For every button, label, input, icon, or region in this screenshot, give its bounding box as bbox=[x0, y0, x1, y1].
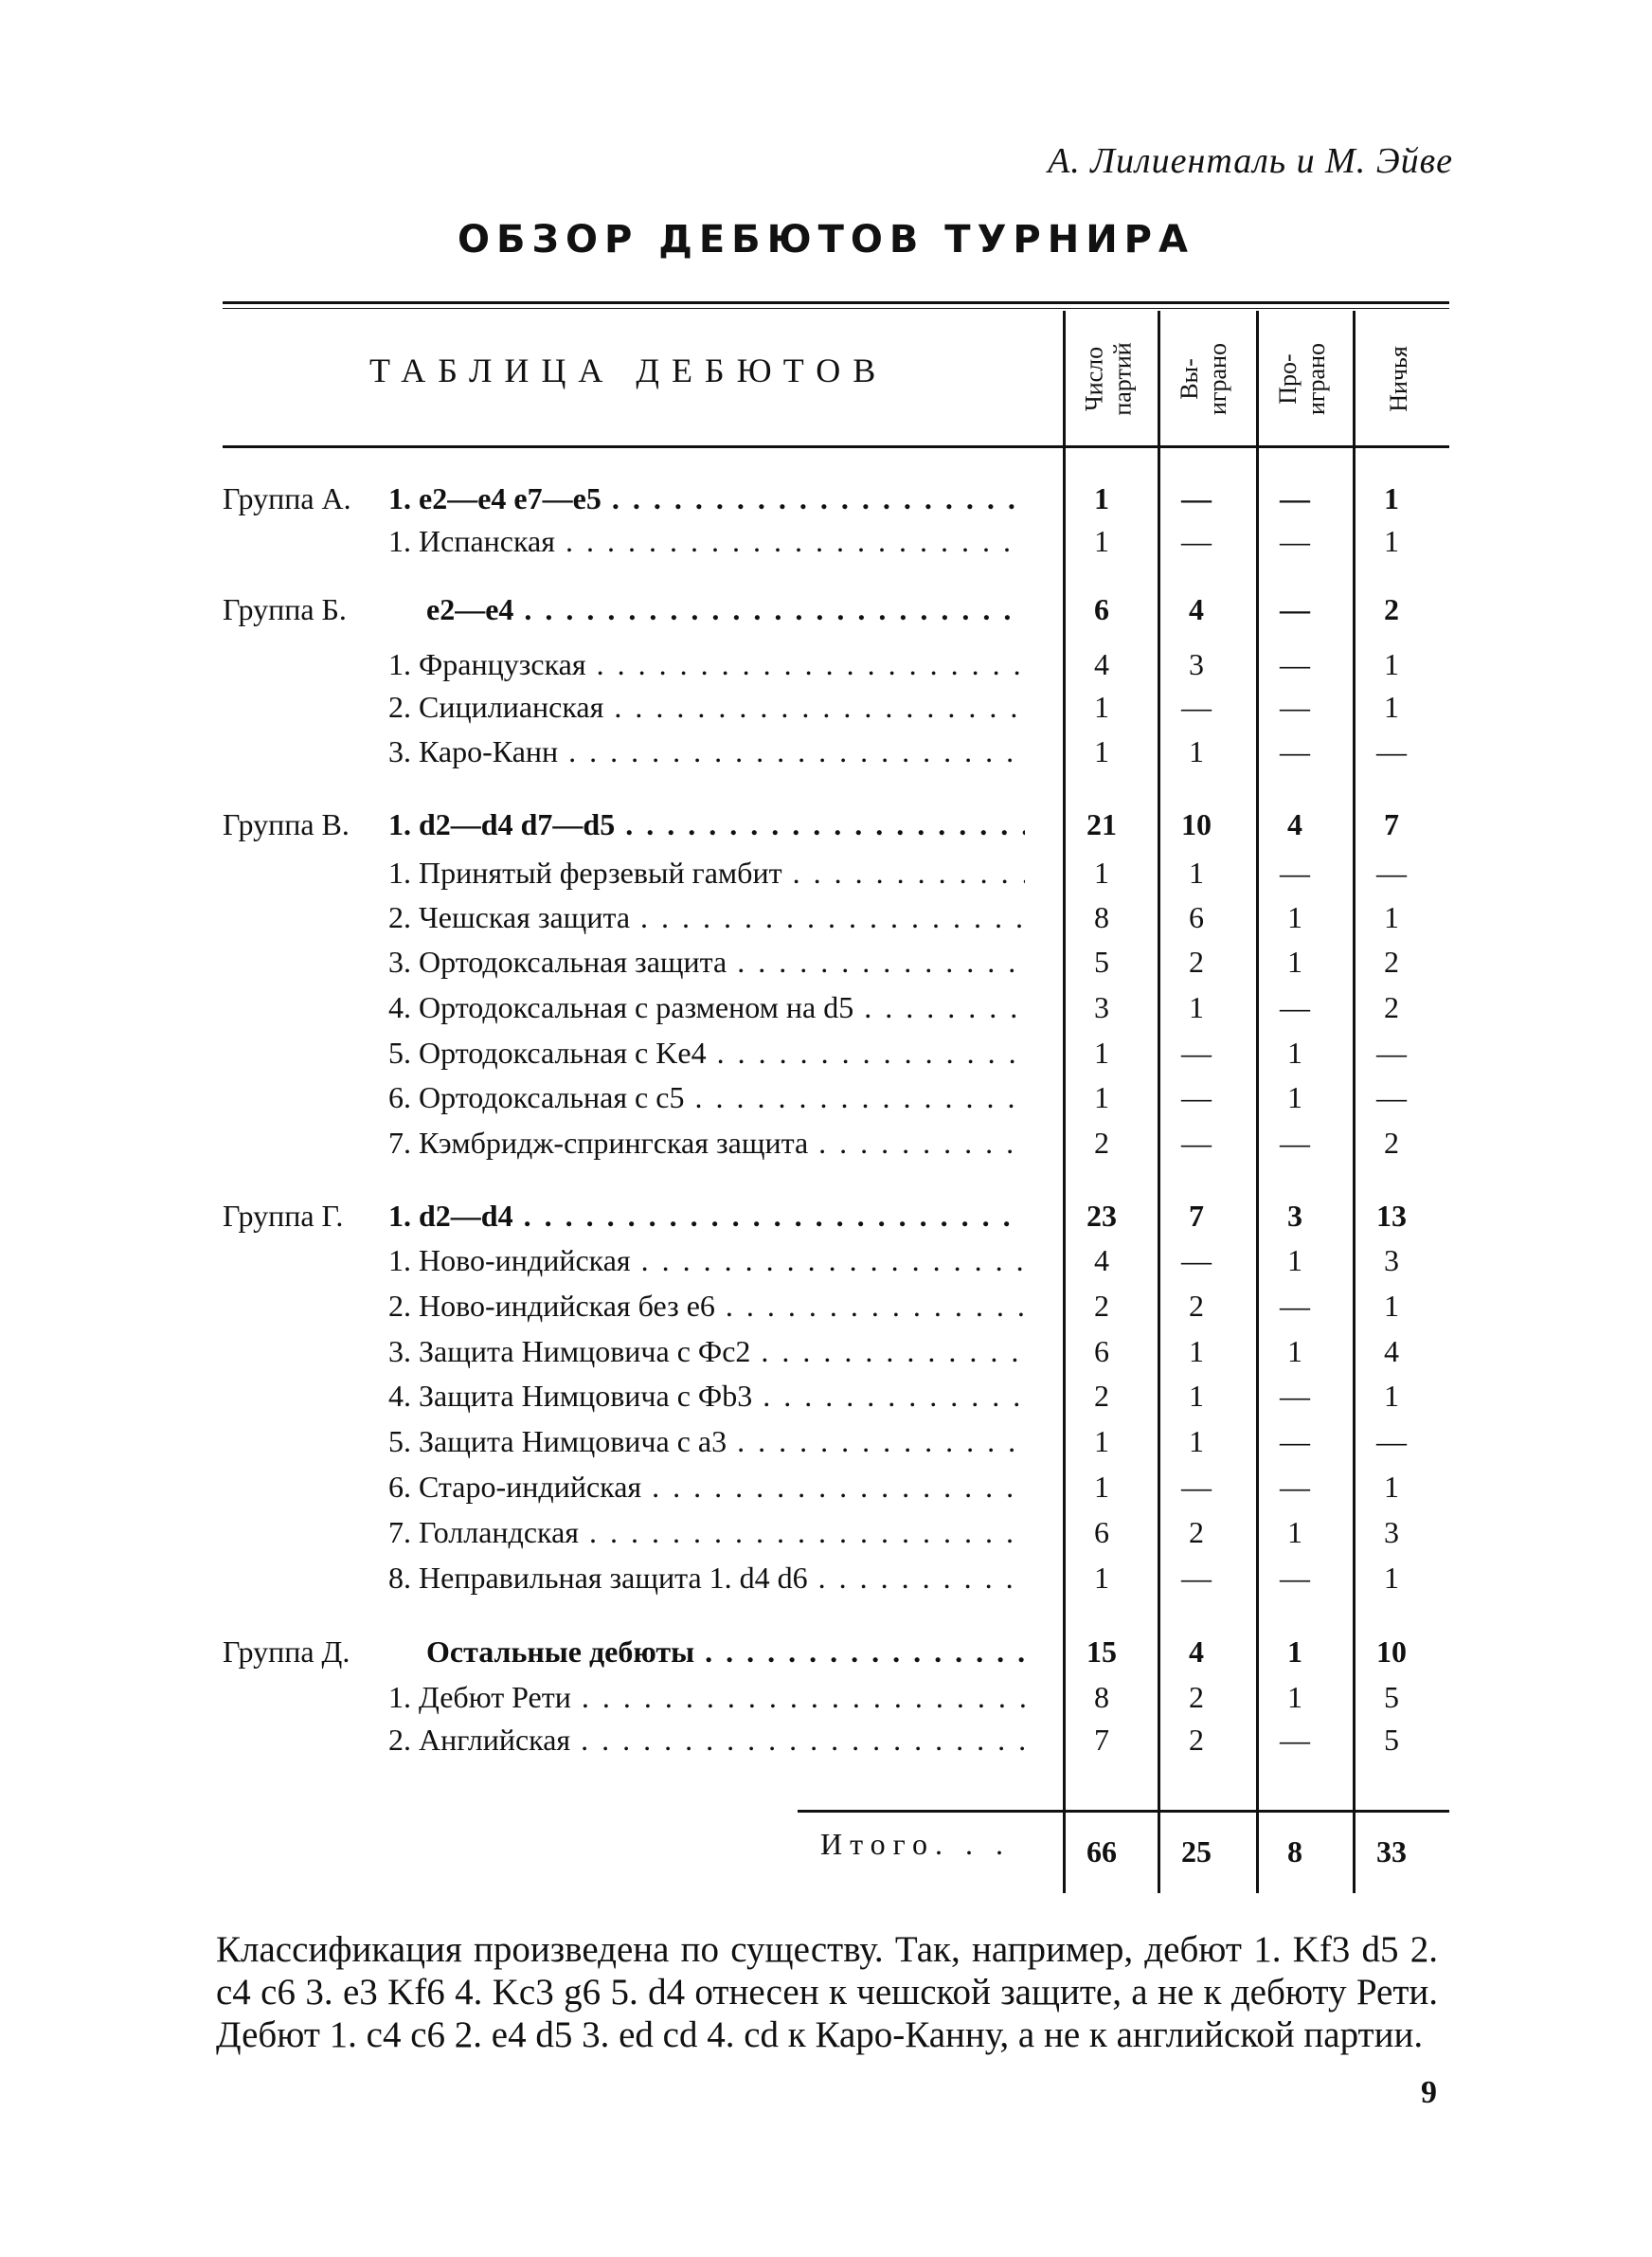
table-cell: — bbox=[1280, 690, 1310, 724]
table-cell: 1 bbox=[1384, 1289, 1399, 1323]
opening-name: 3. Каро-Канн . . . bbox=[388, 734, 1025, 769]
table-cell: 1 bbox=[1094, 1470, 1109, 1504]
table-cell: 1 bbox=[1094, 524, 1109, 558]
group-label: Группа Д. bbox=[223, 1634, 350, 1669]
table-cell: — bbox=[1181, 1470, 1212, 1504]
table-cell: 1 bbox=[1094, 734, 1109, 768]
table-cell: 1 bbox=[1287, 900, 1302, 934]
table-cell: 1 bbox=[1189, 856, 1204, 890]
table-cell: 2 bbox=[1094, 1126, 1109, 1160]
table-cell: — bbox=[1280, 1470, 1310, 1504]
total-rule bbox=[798, 1810, 1449, 1813]
column-header-label: Про- играно bbox=[1273, 342, 1330, 416]
table-cell: — bbox=[1280, 647, 1310, 681]
table-cell: 15 bbox=[1086, 1634, 1117, 1669]
page-number: 9 bbox=[1421, 2075, 1437, 2110]
table-cell: 1 bbox=[1094, 1080, 1109, 1114]
opening-name: 7. Кэмбридж-спрингская защита . . . bbox=[388, 1126, 1025, 1161]
table-cell: 23 bbox=[1086, 1199, 1117, 1233]
table-cell: 1 bbox=[1094, 1424, 1109, 1458]
opening-name: 1. d2—d4 d7—d5 . . . bbox=[388, 807, 1025, 842]
table-cell: 1 bbox=[1287, 945, 1302, 979]
table-cell: 4 bbox=[1189, 592, 1204, 626]
table-row bbox=[0, 807, 1652, 849]
table-row bbox=[0, 1379, 1652, 1420]
table-row bbox=[0, 592, 1652, 634]
table-cell: — bbox=[1280, 1424, 1310, 1458]
opening-name: 1. Принятый ферзевый гамбит . . . bbox=[388, 856, 1025, 891]
table-cell: 1 bbox=[1384, 900, 1399, 934]
column-header bbox=[1161, 322, 1247, 436]
table-cell: 3 bbox=[1384, 1243, 1399, 1277]
group-label: Группа Г. bbox=[223, 1199, 344, 1233]
table-cell: — bbox=[1181, 1126, 1212, 1160]
table-cell: 5 bbox=[1384, 1680, 1399, 1714]
table-cell: — bbox=[1376, 1424, 1407, 1458]
table-cell: 5 bbox=[1384, 1723, 1399, 1757]
table-cell: 1 bbox=[1384, 524, 1399, 558]
table-cell: 1 bbox=[1189, 1379, 1204, 1413]
table-row bbox=[0, 1723, 1652, 1764]
table-cell: 1 bbox=[1287, 1243, 1302, 1277]
page-title: ОБЗОР ДЕБЮТОВ ТУРНИРА bbox=[458, 218, 1194, 262]
table-cell: 8 bbox=[1094, 900, 1109, 934]
table-cell: 1 bbox=[1287, 1634, 1302, 1669]
opening-name: 6. Старо-индийская . . . bbox=[388, 1470, 1025, 1505]
table-cell: 21 bbox=[1086, 807, 1117, 841]
opening-name: 1. Испанская . . . bbox=[388, 524, 1025, 559]
total-label: Итого. . . bbox=[820, 1827, 1011, 1861]
opening-name: 2. Ново-индийская без e6 . . . bbox=[388, 1289, 1025, 1324]
table-top-rule bbox=[223, 301, 1449, 304]
table-row bbox=[0, 481, 1652, 523]
table-cell: 5 bbox=[1094, 945, 1109, 979]
column-header-label: Ничья bbox=[1385, 346, 1412, 412]
column-header-label: Вы- играно bbox=[1175, 342, 1231, 416]
table-cell: 13 bbox=[1376, 1199, 1407, 1233]
opening-name: 4. Защита Нимцовича с Фb3 . . . bbox=[388, 1379, 1025, 1414]
table-cell: 1 bbox=[1384, 690, 1399, 724]
table-cell: — bbox=[1181, 1561, 1212, 1595]
opening-name: 3. Защита Нимцовича с Фc2 . . . bbox=[388, 1334, 1025, 1369]
table-cell: 1 bbox=[1384, 647, 1399, 681]
table-row bbox=[0, 647, 1652, 689]
table-row bbox=[0, 1680, 1652, 1722]
opening-name: 8. Неправильная защита 1. d4 d6 . . . bbox=[388, 1561, 1025, 1596]
table-cell: 7 bbox=[1384, 807, 1399, 841]
table-cell: 1 bbox=[1094, 1561, 1109, 1595]
table-cell: 3 bbox=[1189, 647, 1204, 681]
table-cell: 1 bbox=[1384, 1561, 1399, 1595]
table-top-rule-thin bbox=[223, 308, 1449, 309]
total-cell: 8 bbox=[1287, 1834, 1302, 1869]
table-cell: — bbox=[1280, 481, 1310, 515]
table-cell: 4 bbox=[1384, 1334, 1399, 1368]
table-cell: 1 bbox=[1287, 1036, 1302, 1070]
table-row bbox=[0, 945, 1652, 986]
table-cell: — bbox=[1181, 1080, 1212, 1114]
table-cell: 4 bbox=[1287, 807, 1302, 841]
opening-name: 4. Ортодоксальная с разменом на d5 . . . bbox=[388, 990, 1025, 1025]
table-cell: — bbox=[1376, 734, 1407, 768]
table-cell: 2 bbox=[1189, 1289, 1204, 1323]
table-row bbox=[0, 1470, 1652, 1511]
opening-name: 2. Чешская защита . . . bbox=[388, 900, 1025, 935]
table-row bbox=[0, 1080, 1652, 1122]
column-separator bbox=[1256, 311, 1259, 1893]
opening-name: e2—e4 . . . bbox=[388, 592, 1025, 627]
table-row bbox=[0, 690, 1652, 731]
table-cell: — bbox=[1181, 690, 1212, 724]
table-cell: 1 bbox=[1094, 1036, 1109, 1070]
opening-name: 1. d2—d4 . . . bbox=[388, 1199, 1025, 1234]
table-cell: 7 bbox=[1094, 1723, 1109, 1757]
opening-name: 1. Дебют Рети . . . bbox=[388, 1680, 1025, 1715]
table-cell: 2 bbox=[1189, 1515, 1204, 1549]
table-cell: 10 bbox=[1181, 807, 1212, 841]
table-cell: 1 bbox=[1287, 1515, 1302, 1549]
table-caption: ТАБЛИЦА ДЕБЮТОВ bbox=[369, 352, 889, 389]
opening-name: 7. Голландская . . . bbox=[388, 1515, 1025, 1550]
table-cell: 1 bbox=[1287, 1080, 1302, 1114]
table-cell: 2 bbox=[1189, 1723, 1204, 1757]
table-row bbox=[0, 1334, 1652, 1376]
group-label: Группа В. bbox=[223, 807, 350, 841]
table-row bbox=[0, 1036, 1652, 1077]
table-cell: — bbox=[1280, 1723, 1310, 1757]
table-cell: 1 bbox=[1384, 481, 1399, 515]
table-cell: — bbox=[1181, 1036, 1212, 1070]
table-cell: 6 bbox=[1189, 900, 1204, 934]
table-cell: — bbox=[1181, 524, 1212, 558]
table-cell: 1 bbox=[1384, 1379, 1399, 1413]
table-cell: — bbox=[1280, 592, 1310, 626]
table-cell: — bbox=[1280, 1289, 1310, 1323]
running-head: А. Лилиенталь и М. Эйве bbox=[1048, 141, 1453, 181]
opening-name: 2. Английская . . . bbox=[388, 1723, 1025, 1758]
table-row bbox=[0, 1634, 1652, 1676]
opening-name: 5. Ортодоксальная с Ke4 . . . bbox=[388, 1036, 1025, 1071]
table-cell: 4 bbox=[1189, 1634, 1204, 1669]
column-separator bbox=[1353, 311, 1356, 1893]
table-row bbox=[0, 524, 1652, 566]
table-row bbox=[0, 1515, 1652, 1557]
table-cell: 2 bbox=[1384, 592, 1399, 626]
table-cell: 2 bbox=[1384, 945, 1399, 979]
table-cell: — bbox=[1280, 734, 1310, 768]
table-cell: 3 bbox=[1094, 990, 1109, 1024]
column-header-label: Число партий bbox=[1081, 342, 1137, 416]
opening-name: 3. Ортодоксальная защита . . . bbox=[388, 945, 1025, 980]
table-cell: 7 bbox=[1189, 1199, 1204, 1233]
table-cell: 2 bbox=[1094, 1379, 1109, 1413]
table-cell: 1 bbox=[1189, 990, 1204, 1024]
table-cell: 2 bbox=[1384, 1126, 1399, 1160]
table-cell: — bbox=[1181, 1243, 1212, 1277]
table-row bbox=[0, 856, 1652, 897]
table-cell: — bbox=[1280, 1561, 1310, 1595]
table-row bbox=[0, 734, 1652, 776]
table-cell: — bbox=[1280, 524, 1310, 558]
header-bottom-rule bbox=[223, 445, 1449, 448]
table-cell: 3 bbox=[1384, 1515, 1399, 1549]
opening-name: 2. Сицилианская . . . bbox=[388, 690, 1025, 725]
table-row bbox=[0, 1289, 1652, 1330]
table-row bbox=[0, 1199, 1652, 1240]
opening-name: 1. Французская . . . bbox=[388, 647, 1025, 682]
table-cell: 1 bbox=[1189, 1334, 1204, 1368]
table-cell: 1 bbox=[1287, 1334, 1302, 1368]
table-cell: 1 bbox=[1094, 690, 1109, 724]
table-row bbox=[0, 1561, 1652, 1602]
table-cell: 1 bbox=[1094, 856, 1109, 890]
table-cell: 10 bbox=[1376, 1634, 1407, 1669]
opening-name: Остальные дебюты . . . bbox=[388, 1634, 1025, 1670]
opening-name: 5. Защита Нимцовича с a3 . . . bbox=[388, 1424, 1025, 1459]
table-cell: 1 bbox=[1287, 1680, 1302, 1714]
table-row bbox=[0, 1243, 1652, 1285]
table-cell: 4 bbox=[1094, 647, 1109, 681]
column-header bbox=[1356, 322, 1442, 436]
table-cell: 6 bbox=[1094, 1334, 1109, 1368]
footnote: Классификация произведена по существу. Так, например, дебют 1. Kf3 d5 2. c4 c6 3. e3 Kf6 4. Kc3 g6 5. d4 отнесен к чешской защите, а не к дебюту Рети. Дебют 1. c4 c6 2. e4 d5 3. ed cd 4. cd к Каро-Канну, а не к английской партии. bbox=[216, 1929, 1438, 2055]
column-separator bbox=[1063, 311, 1066, 1893]
table-row bbox=[0, 900, 1652, 942]
table-cell: 2 bbox=[1384, 990, 1399, 1024]
table-cell: 2 bbox=[1189, 1680, 1204, 1714]
table-cell: 1 bbox=[1094, 481, 1109, 515]
table-cell: — bbox=[1376, 856, 1407, 890]
table-row bbox=[0, 1126, 1652, 1167]
table-cell: 4 bbox=[1094, 1243, 1109, 1277]
total-cell: 33 bbox=[1376, 1834, 1407, 1869]
total-cell: 66 bbox=[1086, 1834, 1117, 1869]
table-cell: 1 bbox=[1189, 1424, 1204, 1458]
table-row bbox=[0, 1424, 1652, 1466]
table-cell: — bbox=[1280, 1379, 1310, 1413]
group-label: Группа Б. bbox=[223, 592, 347, 626]
opening-name: 1. Ново-индийская . . . bbox=[388, 1243, 1025, 1278]
table-cell: 6 bbox=[1094, 592, 1109, 626]
group-label: Группа А. bbox=[223, 481, 351, 515]
table-cell: 2 bbox=[1094, 1289, 1109, 1323]
opening-name: 1. e2—e4 e7—e5 . . . bbox=[388, 481, 1025, 516]
table-cell: 3 bbox=[1287, 1199, 1302, 1233]
table-cell: 2 bbox=[1189, 945, 1204, 979]
table-cell: 1 bbox=[1384, 1470, 1399, 1504]
column-header bbox=[1260, 322, 1345, 436]
table-cell: — bbox=[1376, 1036, 1407, 1070]
table-cell: — bbox=[1376, 1080, 1407, 1114]
column-separator bbox=[1158, 311, 1160, 1893]
table-cell: — bbox=[1280, 1126, 1310, 1160]
table-cell: 8 bbox=[1094, 1680, 1109, 1714]
table-cell: — bbox=[1181, 481, 1212, 515]
opening-name: 6. Ортодоксальная с c5 . . . bbox=[388, 1080, 1025, 1115]
column-header bbox=[1067, 322, 1152, 436]
table-cell: — bbox=[1280, 856, 1310, 890]
table-cell: 1 bbox=[1189, 734, 1204, 768]
total-cell: 25 bbox=[1181, 1834, 1212, 1869]
table-cell: 6 bbox=[1094, 1515, 1109, 1549]
table-cell: — bbox=[1280, 990, 1310, 1024]
table-row bbox=[0, 990, 1652, 1032]
